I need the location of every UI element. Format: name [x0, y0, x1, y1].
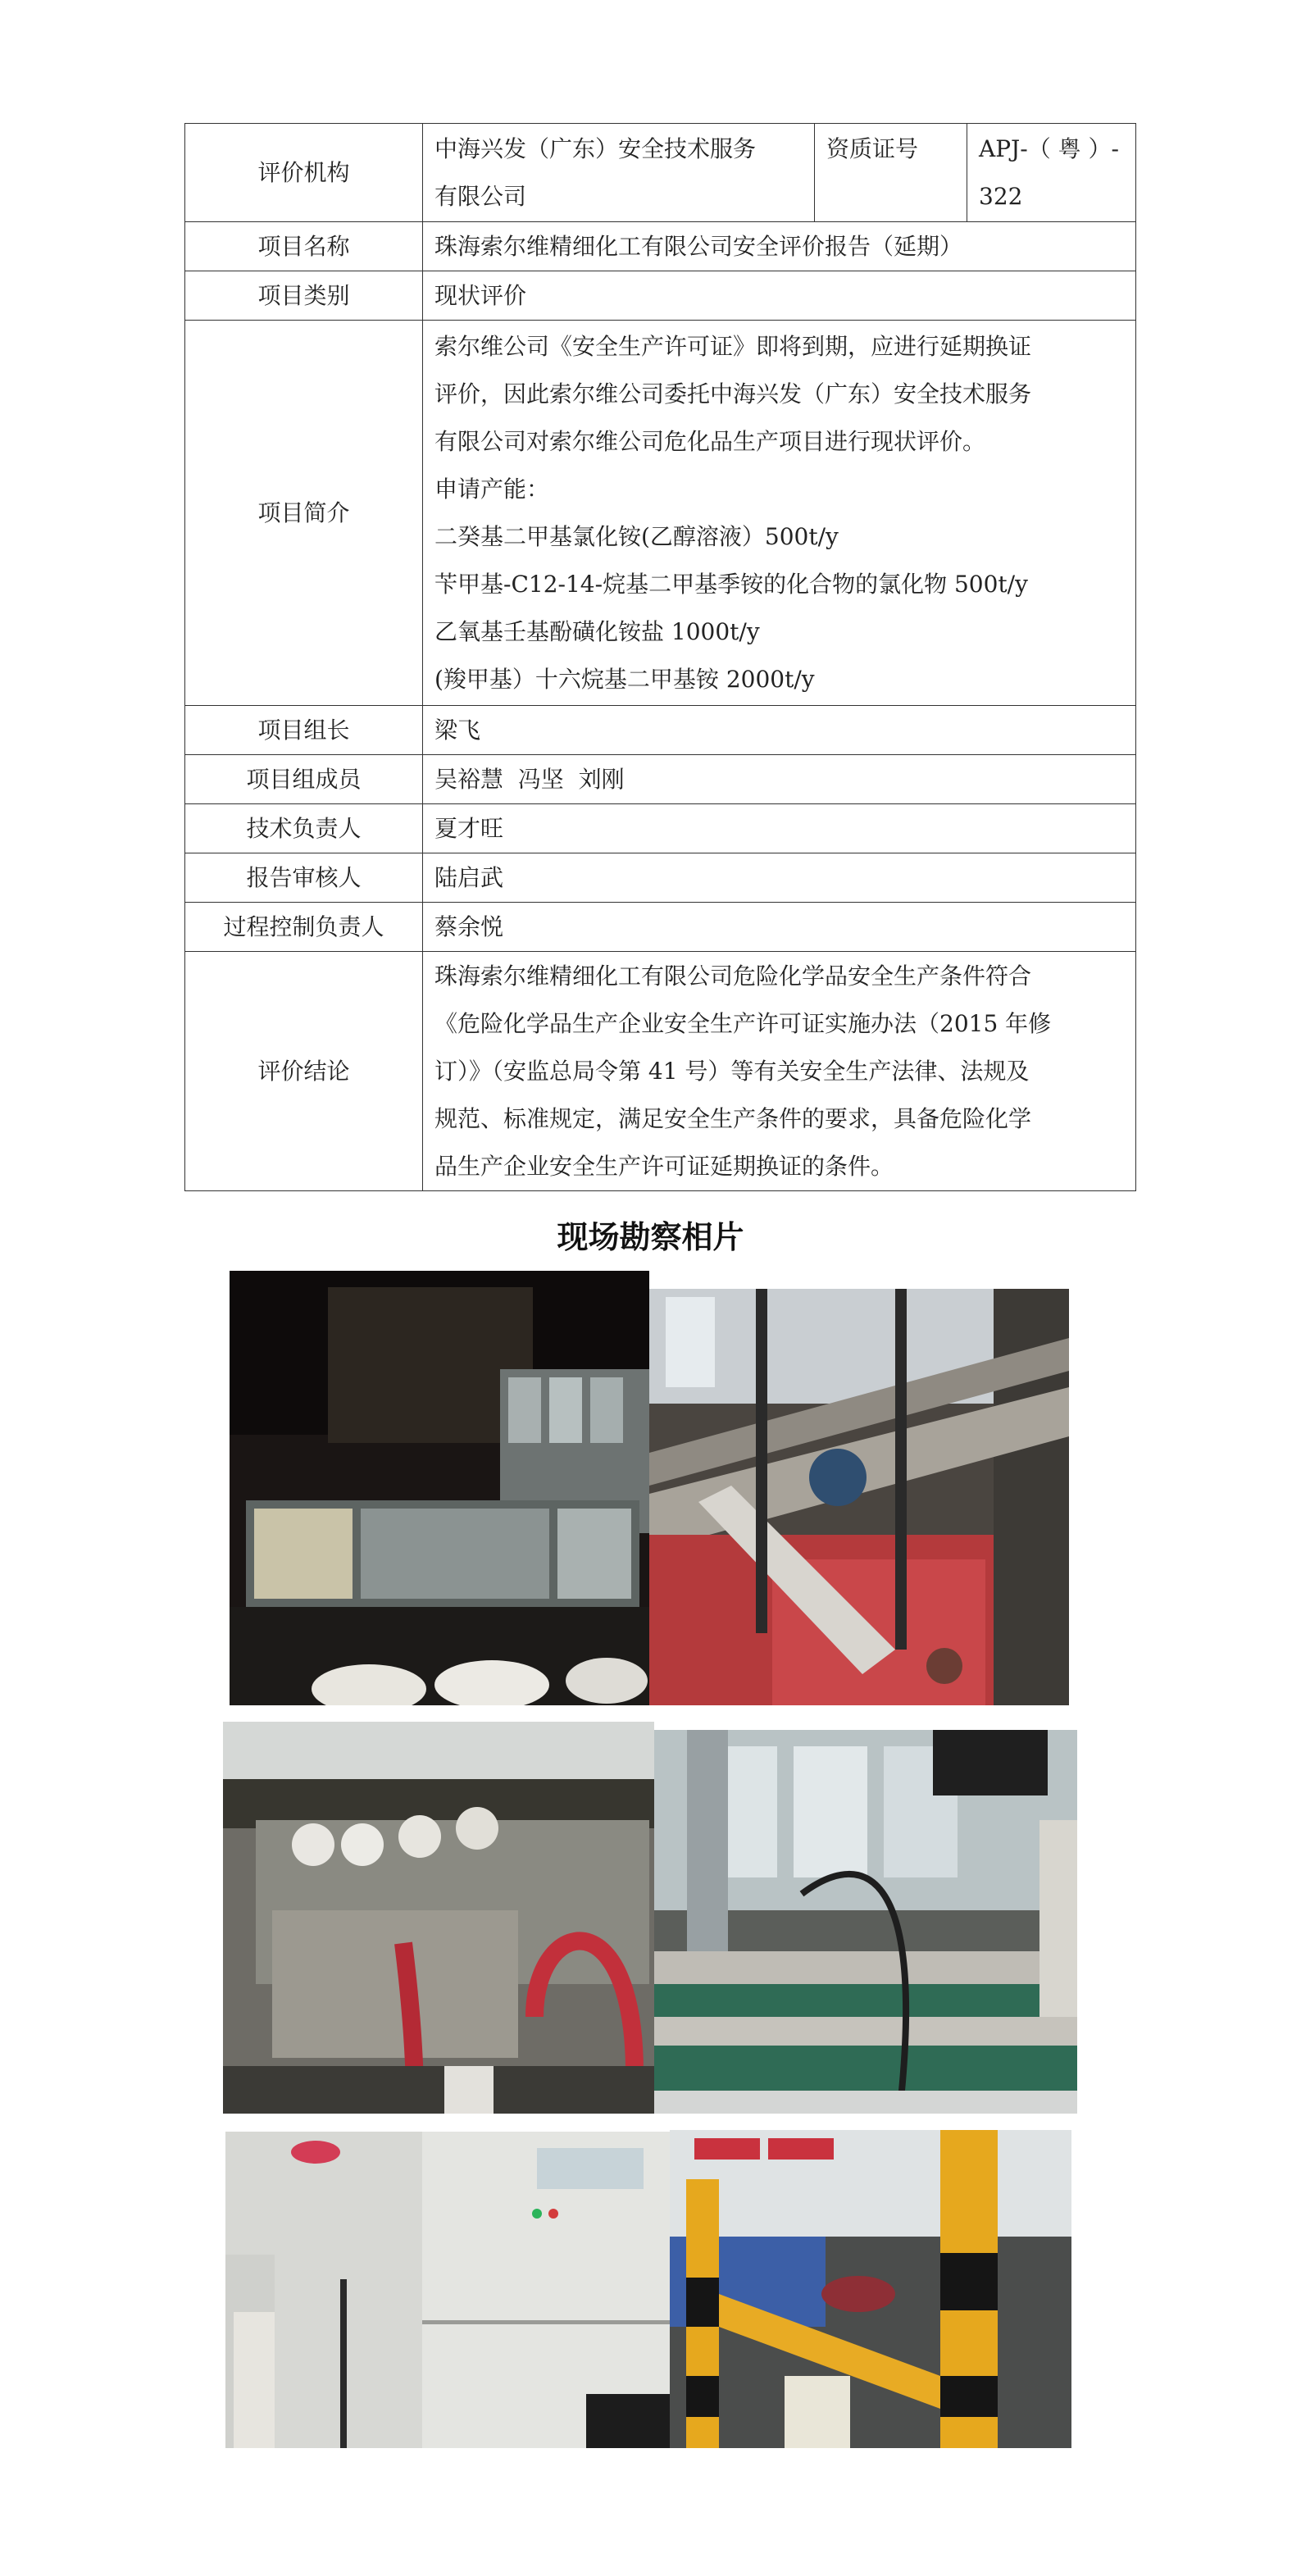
summary-line: 乙氧基壬基酚磺化铵盐 1000t/y [434, 617, 760, 645]
members-label: 项目组成员 [185, 755, 423, 804]
cert-value [967, 124, 1136, 222]
reviewer-value: 陆启武 [423, 853, 1136, 903]
summary-line: 申请产能： [434, 475, 550, 503]
summary-value [423, 321, 1136, 706]
site-photos-title: 现场勘察相片 [557, 1219, 744, 1255]
site-photo-electrical-cabinet [225, 2132, 670, 2448]
project-type-label: 项目类别 [185, 271, 423, 321]
tech-lead-label: 技术负责人 [185, 804, 423, 853]
cert-label: 资质证号 [815, 124, 967, 222]
project-type-value: 现状评价 [423, 271, 1136, 321]
tech-lead-value: 夏才旺 [423, 804, 1136, 853]
cert-value-line-2: 322 [979, 182, 1023, 210]
process-control-label: 过程控制负责人 [185, 903, 423, 952]
cert-value-line-1: APJ-（ 粤 ）- [979, 134, 1120, 162]
summary-line: 苄甲基-C12-14-烷基二甲基季铵的化合物的氯化物 500t/y [434, 570, 1028, 598]
reviewer-label: 报告审核人 [185, 853, 423, 903]
site-photo-insulated-pipes [654, 1730, 1077, 2114]
summary-label: 项目简介 [185, 321, 423, 706]
org-value-line-1: 中海兴发（广东）安全技术服务 [434, 134, 757, 162]
process-control-value: 蔡余悦 [423, 903, 1136, 952]
org-label: 评价机构 [185, 124, 423, 222]
leader-value: 梁飞 [423, 706, 1136, 755]
leader-label: 项目组长 [185, 706, 423, 755]
summary-line: 二癸基二甲基氯化铵(乙醇溶液）500t/y [434, 522, 839, 550]
project-name-label: 项目名称 [185, 222, 423, 271]
site-photo-valves-hose [223, 1722, 654, 2114]
project-name-value: 珠海索尔维精细化工有限公司安全评价报告（延期） [423, 222, 1136, 271]
site-photo-workshop-tank [230, 1271, 649, 1705]
conclusion-line: 珠海索尔维精细化工有限公司危险化学品安全生产条件符合 [434, 962, 1032, 990]
site-photo-pump-pipes [649, 1289, 1069, 1705]
members-value: 吴裕慧 冯坚 刘刚 [423, 755, 1136, 804]
conclusion-line: 订）》（安监总局令第 41 号）等有关安全生产法律、法规及 [434, 1057, 1030, 1085]
conclusion-line: 《危险化学品生产企业安全生产许可证实施办法（2015 年修 [434, 1009, 1052, 1037]
org-value [423, 124, 815, 222]
evaluation-info-table [184, 123, 1136, 1191]
summary-line: 有限公司对索尔维公司危化品生产项目进行现状评价。 [434, 427, 986, 455]
summary-line: 索尔维公司《安全生产许可证》即将到期，应进行延期换证 [434, 332, 1032, 360]
summary-line: (羧甲基）十六烷基二甲基铵 2000t/y [434, 665, 815, 693]
conclusion-label: 评价结论 [185, 952, 423, 1191]
site-photo-safety-posts [670, 2130, 1071, 2448]
conclusion-line: 品生产企业安全生产许可证延期换证的条件。 [434, 1152, 894, 1180]
summary-line: 评价，因此索尔维公司委托中海兴发（广东）安全技术服务 [434, 380, 1032, 407]
org-value-line-2: 有限公司 [434, 182, 527, 210]
conclusion-value [423, 952, 1136, 1191]
conclusion-line: 规范、标准规定，满足安全生产条件的要求，具备危险化学 [434, 1104, 1032, 1132]
